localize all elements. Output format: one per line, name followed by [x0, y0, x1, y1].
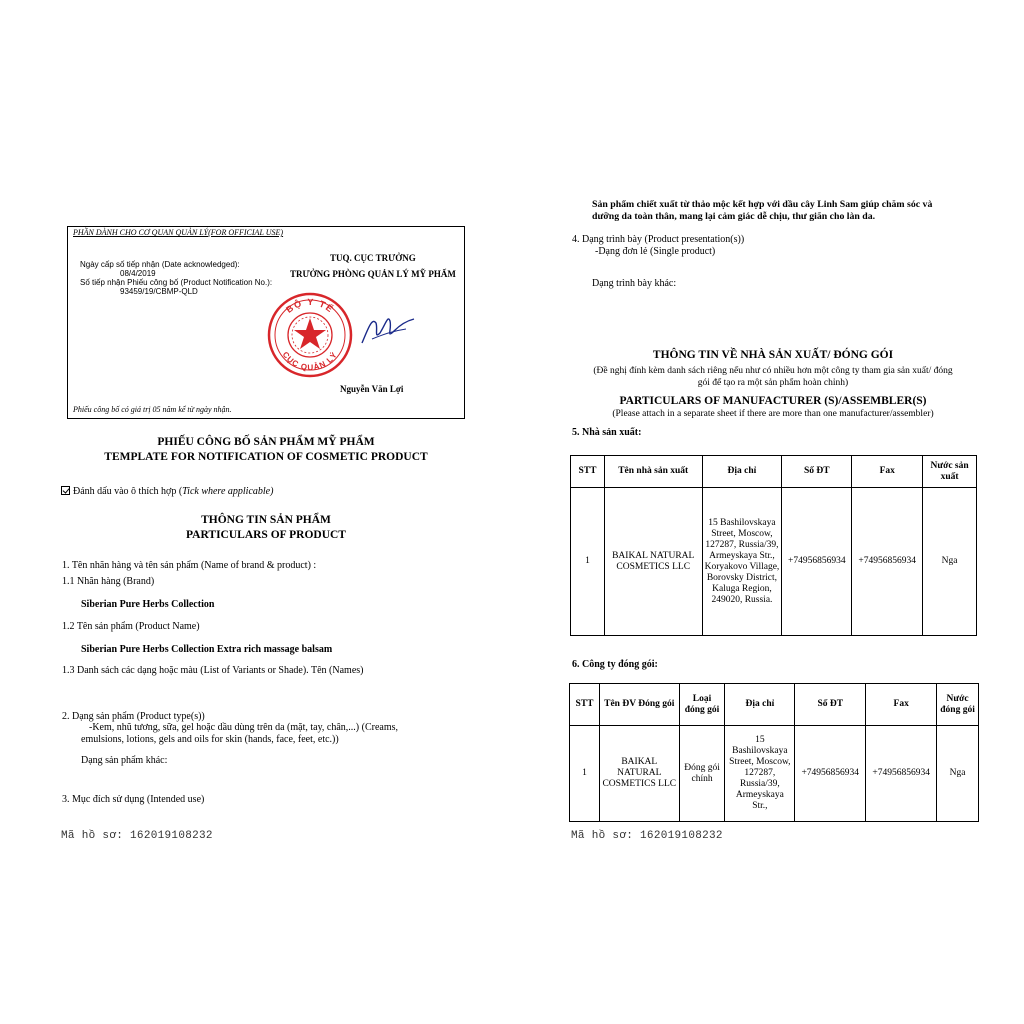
- presentation-value: -Dạng đơn lẻ (Single product): [595, 246, 716, 257]
- item-1: 1. Tên nhãn hàng và tên sản phẩm (Name of brand & product) :: [62, 560, 317, 571]
- other-product-type: Dạng sản phẩm khác:: [81, 755, 168, 766]
- product-name: Siberian Pure Herbs Collection Extra rich massage balsam: [81, 644, 333, 655]
- table-cell: 1: [571, 488, 605, 636]
- item-3: 3. Mục đích sử dụng (Intended use): [62, 794, 205, 805]
- signer-name: Nguyễn Văn Lợi: [340, 384, 404, 394]
- table-cell: 15 Bashilovskaya Street, Moscow, 127287, Russia/39, Armeyskaya Str., Koryakovo Village, Borovsky District, Kaluga Region, 249020, Russia.: [702, 488, 782, 636]
- official-use-header: PHẦN DÀNH CHO CƠ QUAN QUẢN LÝ(FOR OFFICIAL USE): [73, 228, 284, 237]
- item-1-2: 1.2 Tên sản phẩm (Product Name): [62, 621, 200, 632]
- item-1-1: 1.1 Nhãn hàng (Brand): [62, 576, 155, 587]
- table-cell: BAIKAL NATURAL COSMETICS LLC: [599, 726, 679, 822]
- column-header: Địa chỉ: [702, 456, 782, 488]
- column-header: Nước đóng gói: [937, 684, 979, 726]
- table-cell: +74956856934: [866, 726, 937, 822]
- intended-use-line-1: Sản phẩm chiết xuất từ thảo mộc kết hợp với dầu cây Linh Sam giúp chăm sóc và: [592, 199, 933, 210]
- intended-use-line-2: dưỡng da toàn thân, mang lại cảm giác dễ chịu, thư giãn cho làn da.: [592, 211, 876, 222]
- manufacturer-note-vi-1: (Đề nghị đính kèm danh sách riêng nếu như có nhiều hơn một công ty tham gia sản xuất/ đóng: [593, 366, 953, 376]
- table-cell: Đóng gói chính: [679, 726, 725, 822]
- tick-instruction: [61, 486, 273, 498]
- notification-number-value: 93459/19/CBMP-QLD: [120, 287, 198, 296]
- product-type-line-2: emulsions, lotions, gels and oils for skin (hands, face, feet, etc.)): [81, 734, 339, 745]
- column-header: STT: [571, 456, 605, 488]
- validity-note: Phiếu công bố có giá trị 05 năm kể từ ngày nhận.: [73, 405, 232, 414]
- svg-text:CỤC QUẢN LÝ: CỤC QUẢN LÝ: [280, 350, 340, 373]
- column-header: Tên ĐV Đóng gói: [599, 684, 679, 726]
- dossier-code-left: Mã hồ sơ: 162019108232: [61, 830, 213, 842]
- tick-instruction-en: Tick where applicable): [182, 486, 274, 497]
- signer-title-1: TUQ. CỤC TRƯỞNG: [330, 253, 416, 263]
- table-cell: Nga: [923, 488, 977, 636]
- table-cell: 15 Bashilovskaya Street, Moscow, 127287, Russia/39, Armeyskaya Str.,: [725, 726, 795, 822]
- manufacturer-section-title-vi: THÔNG TIN VỀ NHÀ SẢN XUẤT/ ĐÓNG GÓI: [652, 349, 894, 361]
- table-cell: BAIKAL NATURAL COSMETICS LLC: [604, 488, 702, 636]
- column-header: Địa chỉ: [725, 684, 795, 726]
- column-header: Tên nhà sản xuất: [604, 456, 702, 488]
- table-cell: 1: [570, 726, 600, 822]
- date-acknowledged-label: Ngày cấp số tiếp nhận (Date acknowledged):: [80, 260, 240, 269]
- manufacturer-table: [570, 455, 977, 636]
- section-title-vi: THÔNG TIN SẢN PHẨM: [201, 514, 331, 526]
- document-title-en: TEMPLATE FOR NOTIFICATION OF COSMETIC PRODUCT: [104, 451, 428, 463]
- section-title-en: PARTICULARS OF PRODUCT: [186, 529, 346, 541]
- brand-name: Siberian Pure Herbs Collection: [81, 599, 215, 610]
- signer-title-2: TRƯỞNG PHÒNG QUẢN LÝ MỸ PHẨM: [290, 269, 456, 279]
- svg-text:BỘ Y TẾ: BỘ Y TẾ: [284, 296, 336, 315]
- handwritten-signature: [358, 309, 418, 349]
- table-cell: +74956856934: [795, 726, 866, 822]
- other-presentation: Dạng trình bày khác:: [592, 278, 677, 289]
- checkbox-checked-icon: [61, 486, 70, 495]
- table-row: [571, 488, 977, 636]
- item-6: 6. Công ty đóng gói:: [572, 659, 658, 670]
- manufacturer-section-title-en: PARTICULARS OF MANUFACTURER (S)/ASSEMBLER(S): [619, 395, 927, 407]
- red-stamp-seal: [267, 292, 353, 378]
- table-header-row: [570, 684, 979, 726]
- document-title-vi: PHIẾU CÔNG BỐ SẢN PHẨM MỸ PHẨM: [157, 436, 375, 448]
- column-header: Loại đóng gói: [679, 684, 725, 726]
- manufacturer-note-vi-2: gói để tạo ra một sản phẩm hoàn chỉnh): [697, 378, 849, 388]
- column-header: Số ĐT: [782, 456, 852, 488]
- table-cell: +74956856934: [852, 488, 923, 636]
- column-header: Fax: [866, 684, 937, 726]
- item-2: 2. Dạng sản phẩm (Product type(s)): [62, 711, 205, 722]
- packager-table: [569, 683, 979, 822]
- column-header: Số ĐT: [795, 684, 866, 726]
- item-5: 5. Nhà sản xuất:: [572, 427, 642, 438]
- product-type-line-1: -Kem, nhũ tương, sữa, gel hoặc dầu dùng trên da (mặt, tay, chân,...) (Creams,: [89, 722, 398, 733]
- column-header: Fax: [852, 456, 923, 488]
- notification-number-label: Số tiếp nhận Phiếu công bố (Product Notification No.):: [80, 278, 273, 287]
- column-header: STT: [570, 684, 600, 726]
- date-acknowledged-value: 08/4/2019: [120, 269, 156, 278]
- table-cell: Nga: [937, 726, 979, 822]
- manufacturer-note-en: (Please attach in a separate sheet if there are more than one manufacturer/assembler): [612, 409, 934, 419]
- column-header: Nước sản xuất: [923, 456, 977, 488]
- item-4: 4. Dạng trình bày (Product presentation(s)): [572, 234, 745, 245]
- table-row: [570, 726, 979, 822]
- item-1-3: 1.3 Danh sách các dạng hoặc màu (List of Variants or Shade). Tên (Names): [62, 665, 364, 676]
- official-use-box: [67, 226, 465, 419]
- table-cell: +74956856934: [782, 488, 852, 636]
- tick-instruction-vi: Đánh dấu vào ô thích hợp (: [73, 486, 183, 497]
- dossier-code-right: Mã hồ sơ: 162019108232: [571, 830, 723, 842]
- table-header-row: [571, 456, 977, 488]
